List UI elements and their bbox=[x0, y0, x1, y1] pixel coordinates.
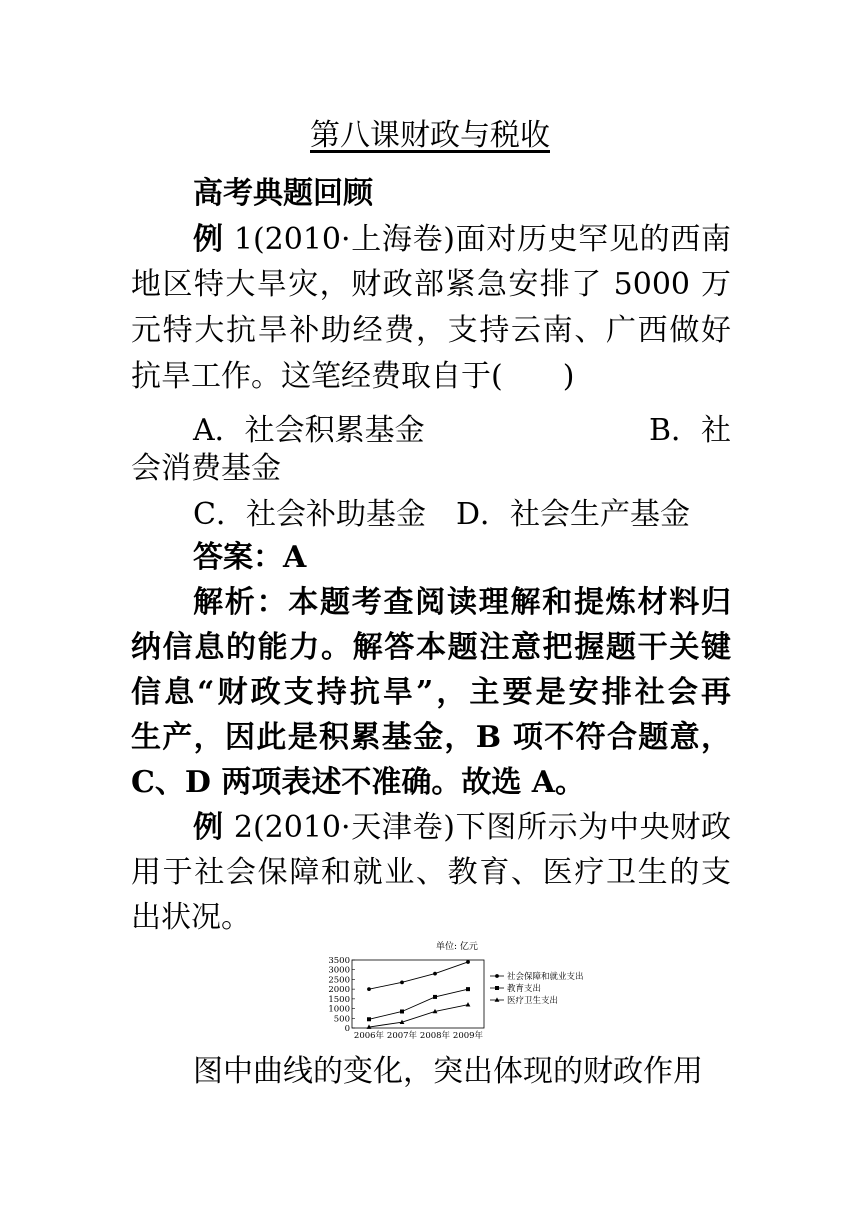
analysis-line-3: 信息“财政支持抗旱”，主要是安排社会再 bbox=[131, 675, 731, 710]
data-point bbox=[433, 972, 437, 976]
legend-label: 社会保障和就业支出 bbox=[507, 972, 584, 982]
data-point bbox=[367, 987, 371, 991]
example2-after-chart: 图中曲线的变化，突出体现的财政作用 bbox=[193, 1054, 703, 1089]
legend-marker bbox=[495, 997, 500, 1001]
example1-options-cd: C．社会补助基金 D．社会生产基金 bbox=[193, 497, 691, 532]
x-tick-label: 2009年 bbox=[452, 1031, 484, 1041]
legend-label: 医疗卫生支出 bbox=[507, 996, 559, 1006]
y-tick-label: 3000 bbox=[328, 965, 350, 976]
example2-line-2: 用于社会保障和就业、教育、医疗卫生的支 bbox=[131, 855, 731, 890]
data-point bbox=[466, 1002, 471, 1006]
x-tick-label: 2006年 bbox=[353, 1031, 385, 1041]
analysis-line-1 bbox=[193, 585, 731, 621]
example2-text-1: 2(2010·天津卷)下图所示为中央财政 bbox=[223, 810, 731, 845]
x-tick-label: 2008年 bbox=[419, 1031, 451, 1041]
legend-label: 教育支出 bbox=[507, 984, 542, 994]
y-tick-label: 2500 bbox=[328, 975, 350, 986]
example2-line-3: 出状况。 bbox=[131, 900, 251, 935]
example2-label: 例 bbox=[193, 810, 224, 845]
y-tick-label: 500 bbox=[333, 1014, 350, 1025]
legend-marker bbox=[495, 974, 499, 978]
section-heading: 高考典题回顾 bbox=[193, 176, 373, 211]
answer-label: 答案： bbox=[193, 540, 283, 575]
y-tick-label: 3500 bbox=[328, 956, 350, 966]
example1-line-1 bbox=[193, 222, 731, 258]
y-tick-label: 0 bbox=[344, 1024, 350, 1034]
page-title: 第八课财政与税收 bbox=[310, 118, 550, 153]
data-point bbox=[466, 960, 470, 964]
expenditure-line-chart bbox=[326, 938, 606, 1048]
data-point bbox=[433, 995, 437, 999]
y-tick-label: 1500 bbox=[328, 994, 350, 1005]
chart-unit-label: 单位: 亿元 bbox=[436, 942, 478, 952]
example1-text-1: 1(2010·上海卷)面对历史罕见的西南 bbox=[223, 222, 731, 257]
series-line bbox=[369, 989, 468, 1019]
series-line bbox=[369, 962, 468, 989]
y-tick-label: 1000 bbox=[328, 1004, 350, 1015]
answer-line bbox=[193, 540, 731, 576]
data-point bbox=[466, 987, 470, 991]
y-tick-label: 2000 bbox=[328, 985, 350, 996]
example1-line-2: 地区特大旱灾，财政部紧急安排了 5000 万 bbox=[131, 267, 731, 302]
answer-value: A bbox=[283, 540, 307, 575]
legend-marker bbox=[495, 986, 499, 990]
data-point bbox=[400, 1009, 404, 1013]
example1-line-3: 元特大抗旱补助经费，支持云南、广西做好 bbox=[131, 313, 731, 348]
option-b-start: B．社 bbox=[648, 413, 731, 448]
analysis-text-1: 本题考查阅读理解和提炼材料归 bbox=[288, 585, 731, 620]
example2-line-1 bbox=[193, 810, 731, 846]
example1-options-ab bbox=[193, 405, 731, 449]
option-b-end: 会消费基金 bbox=[131, 451, 281, 486]
option-a: A．社会积累基金 bbox=[193, 413, 425, 448]
chart-plot-frame bbox=[352, 960, 484, 1028]
example1-line-4: 抗旱工作。这笔经费取自于( ) bbox=[131, 359, 575, 394]
x-tick-label: 2007年 bbox=[386, 1031, 418, 1041]
analysis-label: 解析： bbox=[193, 585, 289, 620]
analysis-line-5: C、D 两项表述不准确。故选 A。 bbox=[131, 765, 586, 800]
example1-label: 例 bbox=[193, 222, 224, 257]
data-point bbox=[367, 1017, 371, 1021]
analysis-line-2: 纳信息的能力。解答本题注意把握题干关键 bbox=[131, 630, 731, 665]
analysis-line-4: 生产，因此是积累基金，B 项不符合题意， bbox=[131, 720, 731, 755]
data-point bbox=[400, 980, 404, 984]
